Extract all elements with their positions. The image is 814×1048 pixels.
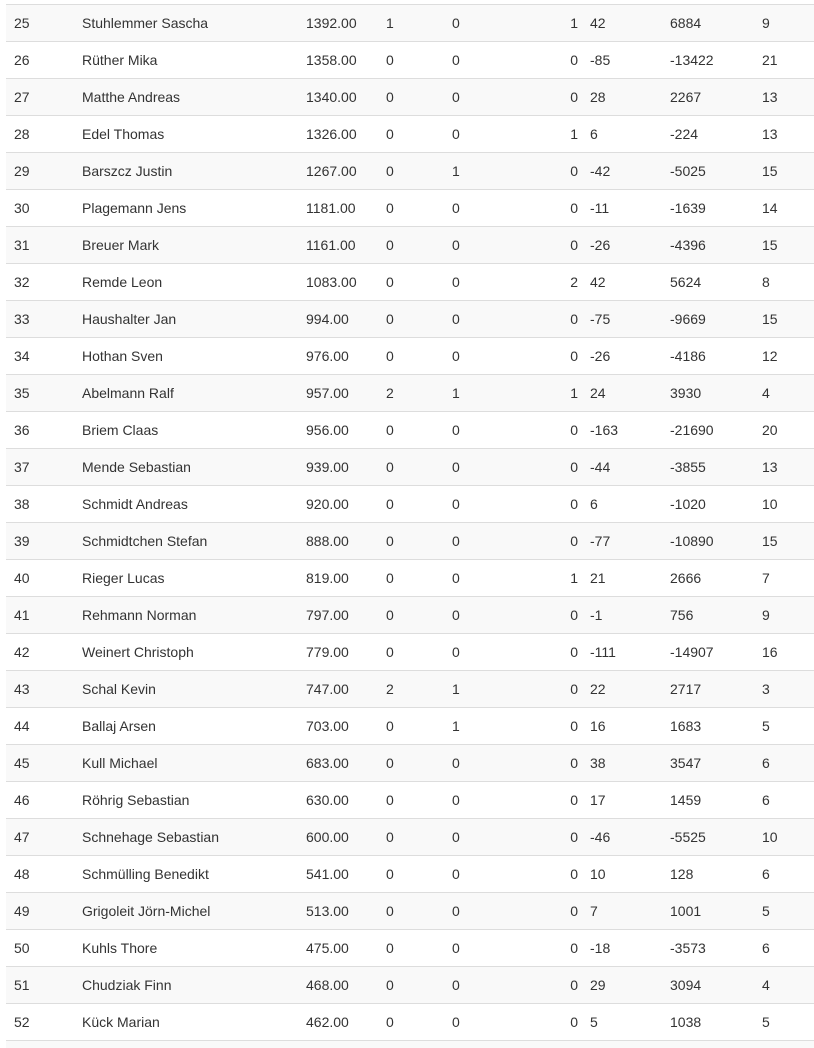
stat-3-cell: 0 (550, 227, 582, 264)
total-diff-cell: -5025 (670, 153, 762, 190)
stat-2-cell: 0 (452, 893, 550, 930)
stat-1-cell: 0 (386, 227, 452, 264)
stat-3-cell: 0 (550, 708, 582, 745)
stat-3-cell: 0 (550, 856, 582, 893)
rank-cell: 29 (6, 153, 82, 190)
player-name-cell: Stuhlemmer Sascha (82, 5, 306, 42)
diff-cell: 5 (582, 1004, 670, 1041)
diff-cell: 21 (582, 560, 670, 597)
total-diff-cell: 6884 (670, 5, 762, 42)
rank-cell: 32 (6, 264, 82, 301)
stat-1-cell: 0 (386, 597, 452, 634)
points-cell: 888.00 (306, 523, 386, 560)
table-row (6, 1004, 814, 1041)
table-row (6, 190, 814, 227)
rank-cell: 34 (6, 338, 82, 375)
player-name-cell: Matthe Andreas (82, 79, 306, 116)
points-cell: 468.00 (306, 967, 386, 1004)
total-diff-cell: 3094 (670, 967, 762, 1004)
stat-3-cell: 0 (550, 967, 582, 1004)
points-cell: 1326.00 (306, 116, 386, 153)
diff-cell: 16 (582, 708, 670, 745)
points-cell: 683.00 (306, 745, 386, 782)
stat-2-cell: 0 (452, 42, 550, 79)
stat-3-cell: 0 (550, 338, 582, 375)
stat-1-cell: 0 (386, 116, 452, 153)
total-diff-cell: -14907 (670, 634, 762, 671)
rank-cell: 38 (6, 486, 82, 523)
player-name-cell: Rieger Lucas (82, 560, 306, 597)
diff-cell: -26 (582, 227, 670, 264)
count-cell: 4 (762, 967, 814, 1004)
rank-cell: 39 (6, 523, 82, 560)
table-row (6, 79, 814, 116)
stat-1-cell: 0 (386, 153, 452, 190)
count-cell: 5 (762, 708, 814, 745)
diff-cell: -46 (582, 819, 670, 856)
total-diff-cell: 3547 (670, 745, 762, 782)
stat-1-cell: 0 (386, 449, 452, 486)
player-name-cell: Hothan Sven (82, 338, 306, 375)
count-cell: 13 (762, 79, 814, 116)
rank-cell: 33 (6, 301, 82, 338)
count-cell: 8 (762, 264, 814, 301)
table-row (6, 671, 814, 708)
stat-2-cell: 0 (452, 264, 550, 301)
total-diff-cell: -21690 (670, 412, 762, 449)
points-cell: 779.00 (306, 634, 386, 671)
count-cell: 15 (762, 153, 814, 190)
stat-3-cell: 0 (550, 412, 582, 449)
stat-1-cell: 0 (386, 190, 452, 227)
player-name-cell: Schmidtchen Stefan (82, 523, 306, 560)
total-diff-cell: -224 (670, 116, 762, 153)
stat-2-cell: 0 (452, 338, 550, 375)
player-name-cell: Rehmann Norman (82, 597, 306, 634)
stat-3-cell: 1 (550, 375, 582, 412)
stat-2-cell: 0 (452, 967, 550, 1004)
rank-cell: 30 (6, 190, 82, 227)
stat-3-cell: 0 (550, 190, 582, 227)
total-diff-cell: 1001 (670, 893, 762, 930)
points-cell: 994.00 (306, 301, 386, 338)
points-cell: 819.00 (306, 560, 386, 597)
rank-cell: 42 (6, 634, 82, 671)
points-cell: 475.00 (306, 930, 386, 967)
rank-cell: 25 (6, 5, 82, 42)
stat-3-cell: 0 (550, 930, 582, 967)
table-row (6, 819, 814, 856)
stat-1-cell: 0 (386, 301, 452, 338)
diff-cell: -1 (582, 597, 670, 634)
points-cell: 1181.00 (306, 190, 386, 227)
ranking-table-body (6, 5, 814, 1041)
count-cell: 12 (762, 338, 814, 375)
player-name-cell: Haushalter Jan (82, 301, 306, 338)
stat-2-cell: 0 (452, 79, 550, 116)
stat-3-cell: 1 (550, 5, 582, 42)
total-diff-cell: 5624 (670, 264, 762, 301)
points-cell: 1161.00 (306, 227, 386, 264)
stat-2-cell: 1 (452, 708, 550, 745)
table-row (6, 412, 814, 449)
total-diff-cell: -1639 (670, 190, 762, 227)
rank-cell: 52 (6, 1004, 82, 1041)
stat-3-cell: 2 (550, 264, 582, 301)
stat-1-cell: 0 (386, 412, 452, 449)
points-cell: 976.00 (306, 338, 386, 375)
count-cell: 9 (762, 5, 814, 42)
stat-1-cell: 0 (386, 560, 452, 597)
points-cell: 1083.00 (306, 264, 386, 301)
diff-cell: -163 (582, 412, 670, 449)
stat-2-cell: 0 (452, 116, 550, 153)
total-diff-cell: 756 (670, 597, 762, 634)
count-cell: 4 (762, 375, 814, 412)
diff-cell: -85 (582, 42, 670, 79)
stat-3-cell: 0 (550, 42, 582, 79)
player-name-cell: Schnehage Sebastian (82, 819, 306, 856)
points-cell: 1392.00 (306, 5, 386, 42)
stat-1-cell: 0 (386, 819, 452, 856)
table-row (6, 523, 814, 560)
stat-2-cell: 1 (452, 671, 550, 708)
table-row (6, 967, 814, 1004)
table-row (6, 634, 814, 671)
rank-cell: 48 (6, 856, 82, 893)
stat-2-cell: 0 (452, 5, 550, 42)
points-cell: 747.00 (306, 671, 386, 708)
stat-2-cell: 0 (452, 856, 550, 893)
stat-2-cell: 0 (452, 782, 550, 819)
stat-1-cell: 2 (386, 671, 452, 708)
player-name-cell: Chudziak Finn (82, 967, 306, 1004)
count-cell: 10 (762, 819, 814, 856)
player-name-cell: Grigoleit Jörn-Michel (82, 893, 306, 930)
count-cell: 5 (762, 893, 814, 930)
stat-3-cell: 0 (550, 893, 582, 930)
rank-cell: 47 (6, 819, 82, 856)
points-cell: 939.00 (306, 449, 386, 486)
player-name-cell: Röhrig Sebastian (82, 782, 306, 819)
total-diff-cell: -1020 (670, 486, 762, 523)
player-name-cell: Kück Marian (82, 1004, 306, 1041)
diff-cell: 42 (582, 264, 670, 301)
total-diff-cell: -10890 (670, 523, 762, 560)
player-name-cell: Schal Kevin (82, 671, 306, 708)
player-name-cell: Weinert Christoph (82, 634, 306, 671)
stat-3-cell: 0 (550, 449, 582, 486)
rank-cell: 40 (6, 560, 82, 597)
count-cell: 9 (762, 597, 814, 634)
table-row (6, 264, 814, 301)
diff-cell: -111 (582, 634, 670, 671)
points-cell: 630.00 (306, 782, 386, 819)
stat-3-cell: 1 (550, 560, 582, 597)
total-diff-cell: 128 (670, 856, 762, 893)
diff-cell: -77 (582, 523, 670, 560)
stat-1-cell: 0 (386, 708, 452, 745)
table-row (6, 42, 814, 79)
player-name-cell: Kuhls Thore (82, 930, 306, 967)
table-row (6, 375, 814, 412)
diff-cell: 22 (582, 671, 670, 708)
diff-cell: -11 (582, 190, 670, 227)
stat-3-cell: 0 (550, 634, 582, 671)
diff-cell: 6 (582, 116, 670, 153)
total-diff-cell: -5525 (670, 819, 762, 856)
rank-cell: 35 (6, 375, 82, 412)
player-name-cell: Rüther Mika (82, 42, 306, 79)
table-row (6, 338, 814, 375)
total-diff-cell: 1459 (670, 782, 762, 819)
table-row (6, 5, 814, 42)
count-cell: 6 (762, 782, 814, 819)
stat-3-cell: 0 (550, 301, 582, 338)
points-cell: 600.00 (306, 819, 386, 856)
count-cell: 14 (762, 190, 814, 227)
rank-cell: 50 (6, 930, 82, 967)
player-name-cell: Kull Michael (82, 745, 306, 782)
count-cell: 13 (762, 449, 814, 486)
stat-1-cell: 0 (386, 967, 452, 1004)
total-diff-cell: 2717 (670, 671, 762, 708)
rank-cell: 26 (6, 42, 82, 79)
points-cell: 703.00 (306, 708, 386, 745)
rank-cell: 43 (6, 671, 82, 708)
stat-3-cell: 0 (550, 1004, 582, 1041)
stat-3-cell: 0 (550, 79, 582, 116)
player-name-cell: Breuer Mark (82, 227, 306, 264)
diff-cell: 7 (582, 893, 670, 930)
stat-1-cell: 0 (386, 264, 452, 301)
stat-3-cell: 0 (550, 782, 582, 819)
stat-3-cell: 0 (550, 523, 582, 560)
diff-cell: -18 (582, 930, 670, 967)
player-name-cell: Barszcz Justin (82, 153, 306, 190)
stat-1-cell: 0 (386, 634, 452, 671)
total-diff-cell: -4396 (670, 227, 762, 264)
count-cell: 15 (762, 523, 814, 560)
total-diff-cell: 1038 (670, 1004, 762, 1041)
count-cell: 16 (762, 634, 814, 671)
rank-cell: 31 (6, 227, 82, 264)
diff-cell: 10 (582, 856, 670, 893)
stat-1-cell: 0 (386, 79, 452, 116)
count-cell: 15 (762, 227, 814, 264)
total-diff-cell: -13422 (670, 42, 762, 79)
diff-cell: 17 (582, 782, 670, 819)
player-name-cell: Briem Claas (82, 412, 306, 449)
total-diff-cell: -3855 (670, 449, 762, 486)
stat-1-cell: 1 (386, 5, 452, 42)
count-cell: 20 (762, 412, 814, 449)
rank-cell: 41 (6, 597, 82, 634)
player-name-cell: Mende Sebastian (82, 449, 306, 486)
table-row (6, 116, 814, 153)
player-name-cell: Schmülling Benedikt (82, 856, 306, 893)
diff-cell: -75 (582, 301, 670, 338)
stat-1-cell: 0 (386, 930, 452, 967)
rank-cell: 27 (6, 79, 82, 116)
table-row (6, 930, 814, 967)
stat-1-cell: 0 (386, 782, 452, 819)
points-cell: 513.00 (306, 893, 386, 930)
stat-2-cell: 0 (452, 486, 550, 523)
table-row (6, 708, 814, 745)
count-cell: 7 (762, 560, 814, 597)
stat-1-cell: 0 (386, 338, 452, 375)
stat-2-cell: 0 (452, 1004, 550, 1041)
count-cell: 13 (762, 116, 814, 153)
total-diff-cell: -3573 (670, 930, 762, 967)
points-cell: 797.00 (306, 597, 386, 634)
stat-3-cell: 0 (550, 745, 582, 782)
rank-cell: 37 (6, 449, 82, 486)
total-diff-cell: 3930 (670, 375, 762, 412)
stat-3-cell: 0 (550, 819, 582, 856)
stat-2-cell: 0 (452, 634, 550, 671)
points-cell: 957.00 (306, 375, 386, 412)
rank-cell: 49 (6, 893, 82, 930)
table-row (6, 227, 814, 264)
stat-1-cell: 0 (386, 523, 452, 560)
total-diff-cell: 2666 (670, 560, 762, 597)
table-row (6, 597, 814, 634)
diff-cell: -44 (582, 449, 670, 486)
player-name-cell: Plagemann Jens (82, 190, 306, 227)
table-row (6, 560, 814, 597)
diff-cell: -26 (582, 338, 670, 375)
stat-2-cell: 0 (452, 819, 550, 856)
count-cell: 6 (762, 930, 814, 967)
stat-2-cell: 1 (452, 153, 550, 190)
stat-2-cell: 0 (452, 930, 550, 967)
rank-cell: 45 (6, 745, 82, 782)
stat-3-cell: 0 (550, 153, 582, 190)
player-name-cell: Abelmann Ralf (82, 375, 306, 412)
stat-2-cell: 0 (452, 597, 550, 634)
stat-1-cell: 0 (386, 486, 452, 523)
stat-3-cell: 0 (550, 671, 582, 708)
stat-2-cell: 1 (452, 375, 550, 412)
stat-2-cell: 0 (452, 190, 550, 227)
ranking-table (6, 4, 814, 1041)
diff-cell: 6 (582, 486, 670, 523)
count-cell: 21 (762, 42, 814, 79)
points-cell: 920.00 (306, 486, 386, 523)
stat-2-cell: 0 (452, 560, 550, 597)
stat-3-cell: 0 (550, 597, 582, 634)
points-cell: 1358.00 (306, 42, 386, 79)
stat-2-cell: 0 (452, 745, 550, 782)
stat-3-cell: 0 (550, 486, 582, 523)
table-row (6, 856, 814, 893)
table-row (6, 745, 814, 782)
points-cell: 956.00 (306, 412, 386, 449)
rank-cell: 46 (6, 782, 82, 819)
player-name-cell: Ballaj Arsen (82, 708, 306, 745)
stat-1-cell: 2 (386, 375, 452, 412)
diff-cell: 29 (582, 967, 670, 1004)
player-name-cell: Schmidt Andreas (82, 486, 306, 523)
stat-2-cell: 0 (452, 301, 550, 338)
rank-cell: 51 (6, 967, 82, 1004)
stat-1-cell: 0 (386, 745, 452, 782)
points-cell: 1340.00 (306, 79, 386, 116)
ranking-table-container (6, 4, 814, 1041)
player-name-cell: Remde Leon (82, 264, 306, 301)
diff-cell: 38 (582, 745, 670, 782)
rank-cell: 44 (6, 708, 82, 745)
count-cell: 5 (762, 1004, 814, 1041)
diff-cell: -42 (582, 153, 670, 190)
total-diff-cell: 2267 (670, 79, 762, 116)
points-cell: 541.00 (306, 856, 386, 893)
table-row (6, 486, 814, 523)
diff-cell: 28 (582, 79, 670, 116)
table-row (6, 893, 814, 930)
stat-2-cell: 0 (452, 449, 550, 486)
diff-cell: 24 (582, 375, 670, 412)
rank-cell: 28 (6, 116, 82, 153)
stat-2-cell: 0 (452, 227, 550, 264)
count-cell: 3 (762, 671, 814, 708)
table-row (6, 153, 814, 190)
table-row (6, 782, 814, 819)
count-cell: 15 (762, 301, 814, 338)
diff-cell: 42 (582, 5, 670, 42)
stat-1-cell: 0 (386, 893, 452, 930)
stat-3-cell: 1 (550, 116, 582, 153)
table-row (6, 301, 814, 338)
stat-1-cell: 0 (386, 856, 452, 893)
points-cell: 462.00 (306, 1004, 386, 1041)
total-diff-cell: -4186 (670, 338, 762, 375)
stat-2-cell: 0 (452, 523, 550, 560)
table-row (6, 449, 814, 486)
total-diff-cell: -9669 (670, 301, 762, 338)
count-cell: 10 (762, 486, 814, 523)
count-cell: 6 (762, 856, 814, 893)
rank-cell: 36 (6, 412, 82, 449)
total-diff-cell: 1683 (670, 708, 762, 745)
stat-1-cell: 0 (386, 42, 452, 79)
stat-2-cell: 0 (452, 412, 550, 449)
points-cell: 1267.00 (306, 153, 386, 190)
count-cell: 6 (762, 745, 814, 782)
stat-1-cell: 0 (386, 1004, 452, 1041)
player-name-cell: Edel Thomas (82, 116, 306, 153)
